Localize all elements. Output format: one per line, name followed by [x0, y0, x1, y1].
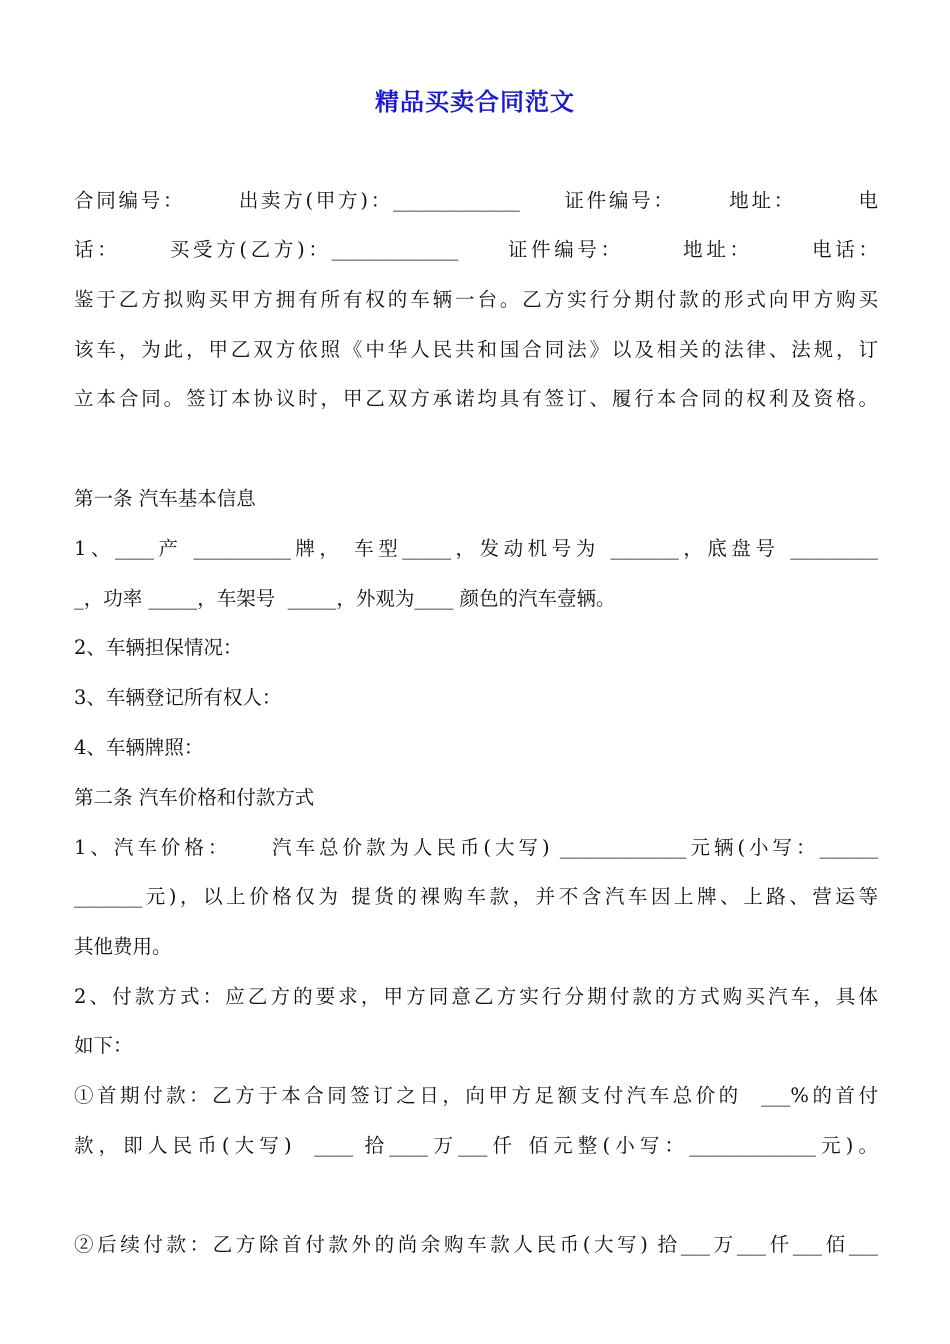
- article-2-item-1-line-3: 其他费用。: [74, 935, 172, 958]
- first-payment-line-2: 款，即人民币(大写) ____ 拾____万___仟 佰元整(小写：_____________元)。: [74, 1134, 878, 1157]
- article-2-item-2-line-2: 如下：: [74, 1034, 133, 1057]
- contract-party-b-line: 话： 买受方(乙方)：_____________ 证件编号： 地址： 电话：: [74, 238, 878, 261]
- subsequent-payment-line-1: ②后续付款：乙方除首付款外的尚余购车款人民币(大写) 拾___万___仟___佰___: [74, 1233, 878, 1256]
- preamble-line-2: 该车，为此，甲乙双方依照《中华人民共和国合同法》以及相关的法律、法规，订: [74, 338, 878, 361]
- document-title: 精品买卖合同范文: [375, 88, 575, 116]
- preamble-line-1: 鉴于乙方拟购买甲方拥有所有权的车辆一台。乙方实行分期付款的形式向甲方购买: [74, 288, 878, 311]
- preamble-line-3: 立本合同。签订本协议时，甲乙双方承诺均具有签订、履行本合同的权利及资格。: [74, 387, 878, 410]
- article-2-item-1-line-2: _______元)，以上价格仅为 提货的裸购车款，并不含汽车因上牌、上路、营运等: [74, 885, 878, 908]
- article-1-item-1-line-1: 1、____产 __________牌， 车型_____，发动机号为 _______，底盘号 _________: [74, 537, 878, 560]
- article-1-item-3: 3、车辆登记所有权人：: [74, 686, 282, 709]
- article-1-item-1-line-2: _，功率 _____，车架号 _____，外观为____ 颜色的汽车壹辆。: [74, 587, 616, 610]
- article-2-item-2-line-1: 2、付款方式：应乙方的要求，甲方同意乙方实行分期付款的方式购买汽车，具体: [74, 985, 878, 1008]
- article-1-item-2: 2、车辆担保情况：: [74, 636, 243, 659]
- article-1-heading: 第一条 汽车基本信息: [74, 487, 256, 510]
- first-payment-line-1: ①首期付款：乙方于本合同签订之日，向甲方足额支付汽车总价的 ___%的首付: [74, 1084, 878, 1107]
- article-2-item-1-line-1: 1、汽车价格： 汽车总价款为人民币(大写) _____________元辆(小写：______: [74, 836, 878, 859]
- article-1-item-4: 4、车辆牌照：: [74, 736, 204, 759]
- article-2-heading: 第二条 汽车价格和付款方式: [74, 786, 315, 809]
- contract-party-a-line: 合同编号： 出卖方(甲方)：_____________ 证件编号： 地址： 电: [74, 189, 878, 212]
